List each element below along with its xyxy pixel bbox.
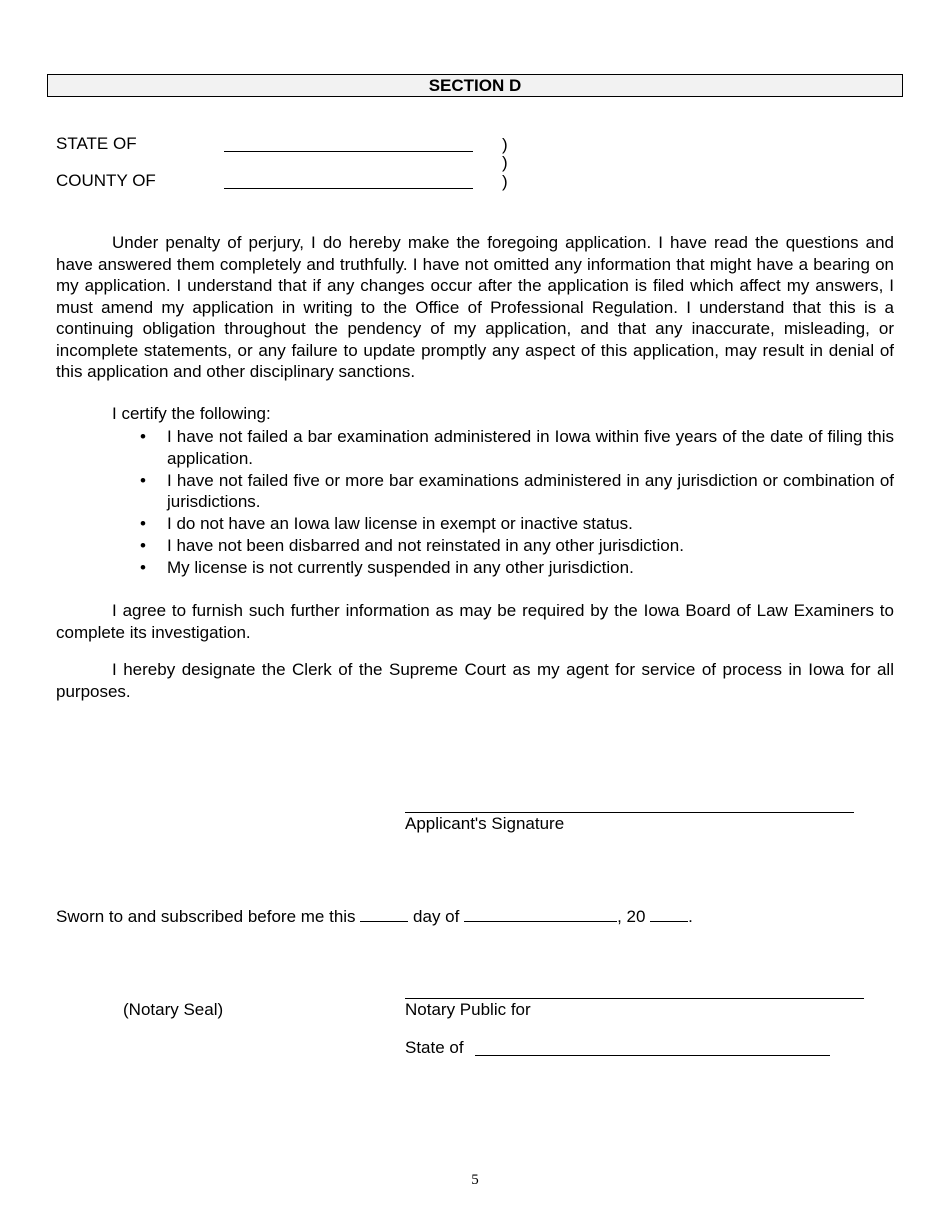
certification-text: I have not failed five or more bar examinations administered in any jurisdiction or combination of jurisdictions. xyxy=(167,470,894,511)
certification-text: I do not have an Iowa law license in exempt or inactive status. xyxy=(167,514,633,533)
county-field[interactable] xyxy=(224,188,473,189)
certification-text: I have not failed a bar examination administered in Iowa within five years of the date of filing this application. xyxy=(167,427,894,468)
page-number: 5 xyxy=(471,1172,479,1188)
sworn-day-of: day of xyxy=(413,907,460,926)
notary-state-field[interactable] xyxy=(475,1055,830,1056)
notary-seal-label: (Notary Seal) xyxy=(123,1000,224,1019)
list-item xyxy=(56,513,894,535)
bullet-icon: • xyxy=(140,536,146,555)
applicant-signature-label: Applicant's Signature xyxy=(405,814,565,833)
venue-paren-1: ) xyxy=(502,135,508,154)
section-header: SECTION D xyxy=(47,74,903,97)
bullet-icon: • xyxy=(140,558,146,577)
sworn-year-prefix: , 20 xyxy=(617,907,646,926)
sworn-period: . xyxy=(688,907,693,926)
state-field[interactable] xyxy=(224,151,473,152)
notary-public-label: Notary Public for xyxy=(405,1000,531,1019)
bullet-icon: • xyxy=(140,514,146,533)
sworn-day-field[interactable] xyxy=(360,907,408,922)
perjury-paragraph: Under penalty of perjury, I do hereby make the foregoing application. I have read the questions and have answered them completely and truthfully. I have not omitted any information that might have a bearing on my application. I understand that if any changes occur after the application is filed which affect my answers, I must amend my application in writing to the Office of Professional Regulation. I understand that this is a continuing obligation throughout the pendency of my application, and that any inaccurate, misleading, or incomplete statements, or any failure to update promptly any aspect of this application, may result in denial of this application and other disciplinary sanctions. xyxy=(56,233,894,381)
notary-signature-line[interactable] xyxy=(405,998,864,999)
sworn-year-field[interactable] xyxy=(650,907,688,922)
certification-text: My license is not currently suspended in any other jurisdiction. xyxy=(167,558,634,577)
certification-list xyxy=(56,426,894,579)
venue-paren-3: ) xyxy=(502,172,508,191)
county-label: COUNTY OF xyxy=(56,171,156,190)
certify-intro: I certify the following: xyxy=(112,404,271,423)
certification-text: I have not been disbarred and not reinstated in any other jurisdiction. xyxy=(167,536,684,555)
list-item xyxy=(56,557,894,579)
sworn-prefix: Sworn to and subscribed before me this xyxy=(56,907,356,926)
sworn-statement xyxy=(56,907,693,927)
list-item xyxy=(56,470,894,513)
list-item xyxy=(56,426,894,469)
bullet-icon: • xyxy=(140,470,146,490)
bullet-icon: • xyxy=(140,427,146,446)
designation-paragraph: I hereby designate the Clerk of the Supreme Court as my agent for service of process in Iowa for all purposes. xyxy=(56,660,894,701)
sworn-month-field[interactable] xyxy=(464,907,617,922)
state-label: STATE OF xyxy=(56,134,137,153)
notary-state-label: State of xyxy=(405,1038,464,1057)
list-item xyxy=(56,535,894,557)
further-info-paragraph: I agree to furnish such further information as may be required by the Iowa Board of Law Examiners to complete its investigation. xyxy=(56,601,894,642)
venue-paren-2: ) xyxy=(502,153,508,172)
applicant-signature-line[interactable] xyxy=(405,812,854,813)
